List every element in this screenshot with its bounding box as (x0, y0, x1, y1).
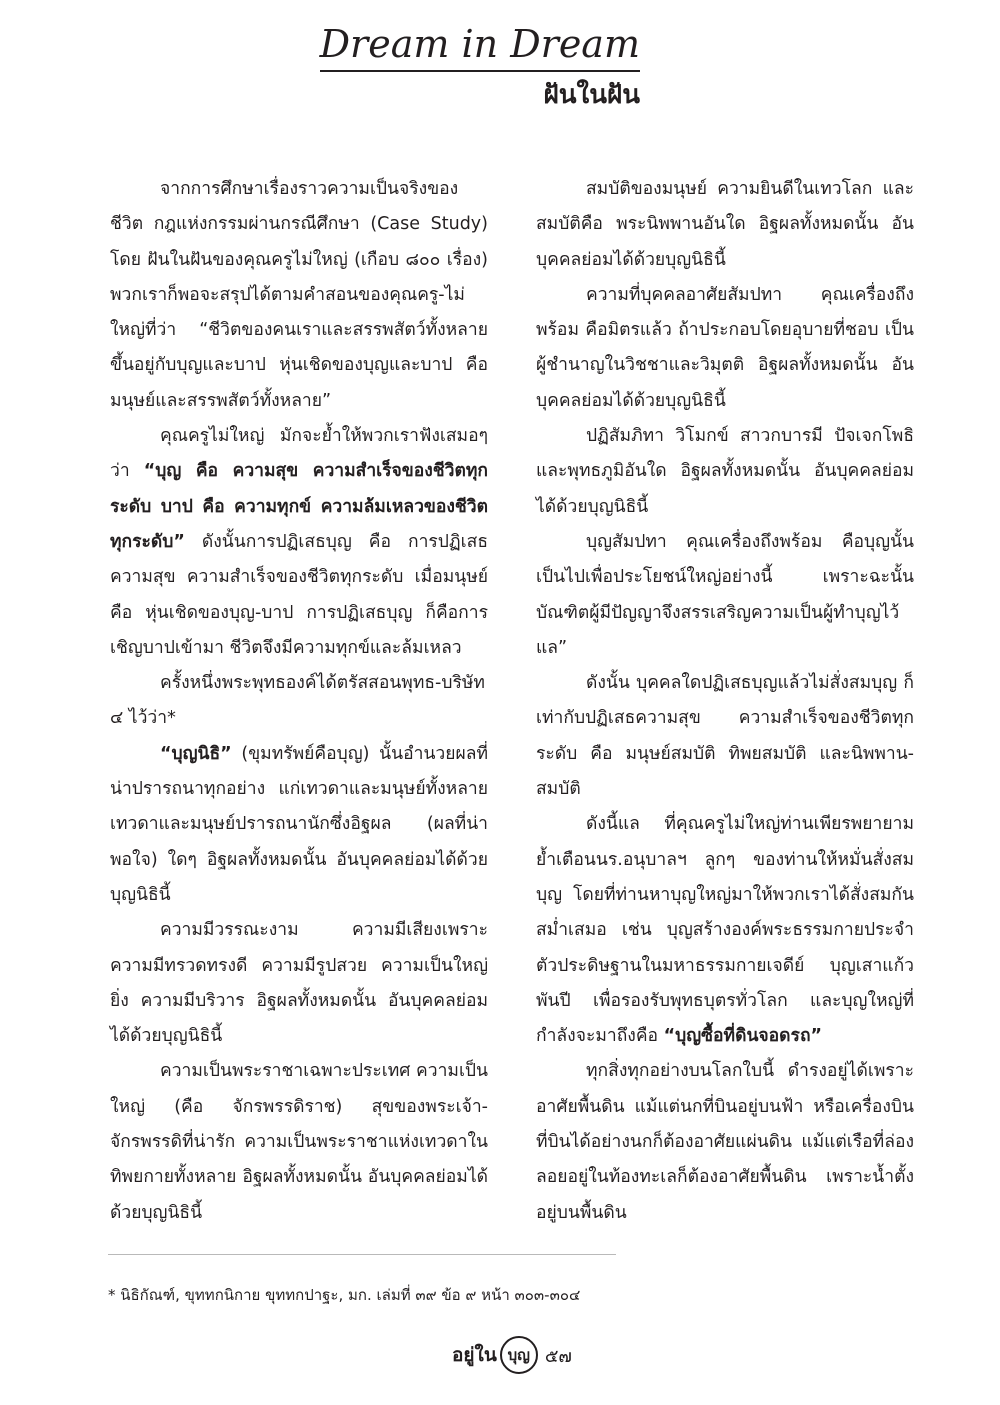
title-english: Dream in Dream (320, 22, 640, 72)
right-paragraph-7: ทุกสิ่งทุกอย่างบนโลกใบนี้ ดำรงอยู่ได้เพราะอาศัยพื้นดิน แม้แต่นกที่บินอยู่บนฟ้า หรือเครื่องบินที่บินได้อย่างนกก็ต้องอาศัยแผ่นดิน แม้แต่เรือที่ล่องลอยอยู่ในท้องทะเลก็ต้องอาศัยพื้นดิน เพราะน้ำตั้งอยู่บนพื้นดิน (536, 1061, 914, 1223)
left-paragraph-5: ความมีวรรณะงาม ความมีเสียงเพราะ ความมีทรวดทรงดี ความมีรูปสวย ความเป็นใหญ่ยิ่ง ความมีบริวาร อิฐผลทั้งหมดนั้น อันบุคคลย่อมได้ด้วยบุญนิธินี้ (110, 920, 488, 1047)
left-paragraph-1: จากการศึกษาเรื่องราวความเป็นจริงของชีวิต กฎแห่งกรรมผ่านกรณีศึกษา (Case Study) โดย ฝันในฝันของคุณครูไม่ใหญ่ (เกือบ ๘๐๐ เรื่อง) พวกเราก็พอจะสรุปได้ตามคำสอนของคุณครู-ไม่ใหญ่ที่ว่า “ชีวิตของคนเราและสรรพสัตว์ทั้งหลาย ขึ้นอยู่กับบุญและบาป หุ่นเชิดของบุญและบาป คือ มนุษย์และสรรพสัตว์ทั้งหลาย” (110, 179, 488, 411)
left-paragraph-4-text: (ขุมทรัพย์คือบุญ) นั้นอำนวยผลที่น่าปรารถนาทุกอย่าง แก่เทวดาและมนุษย์ทั้งหลาย เทวดาและมนุษย์ปรารถนานักซึ่งอิฐผล (ผลที่น่าพอใจ) ใดๆ อิฐผลทั้งหมดนั้น อันบุคคลย่อมได้ด้วยบุญนิธินี้ (110, 743, 488, 905)
left-column (110, 172, 488, 1231)
footnote: * นิธิกัณฑ์, ขุททกนิกาย ขุททกปาฐะ, มก. เล่มที่ ๓๙ ข้อ ๙ หน้า ๓๐๓-๓๐๔ (108, 1286, 581, 1304)
page-footer (452, 1335, 572, 1375)
right-paragraph-5: ดังนั้น บุคคลใดปฏิเสธบุญแล้วไม่สั่งสมบุญ ก็เท่ากับปฏิเสธความสุข ความสำเร็จของชีวิตทุกระดับ คือ มนุษย์สมบัติ ทิพยสมบัติ และนิพพาน-สมบัติ (536, 673, 914, 800)
right-paragraph-2: ความที่บุคคลอาศัยสัมปทา คุณเครื่องถึงพร้อม คือมิตรแล้ว ถ้าประกอบโดยอุบายที่ชอบ เป็นผู้ชำนาญในวิชชาและวิมุตติ อิฐผลทั้งหมดนั้น อันบุคคลย่อมได้ด้วยบุญนิธินี้ (536, 284, 914, 411)
right-paragraph-4: บุญสัมปทา คุณเครื่องถึงพร้อม คือบุญนั้น เป็นไปเพื่อประโยชน์ใหญ่อย่างนี้ เพราะฉะนั้น บัณฑิตผู้มีปัญญาจึงสรรเสริญความเป็นผู้ทำบุญไว้แล” (536, 531, 914, 658)
left-paragraph-3: ครั้งหนึ่งพระพุทธองค์ได้ตรัสสอนพุทธ-บริษัท ๔ ไว้ว่า* (110, 673, 485, 729)
page-number: ๕๗ (544, 1345, 572, 1367)
right-paragraph-1: สมบัติของมนุษย์ ความยินดีในเทวโลก และสมบัติคือ พระนิพพานอันใด อิฐผลทั้งหมดนั้น อันบุคคลย่อมได้ด้วยบุญนิธินี้ (536, 179, 914, 270)
left-paragraph-4 (110, 737, 488, 913)
left-paragraph-2 (110, 419, 488, 666)
left-paragraph-2-quote: “บุญ คือ ความสุข ความสำเร็จของชีวิตทุกระดับ บาป คือ ความทุกข์ ความล้มเหลวของชีวิตทุกระดับ” (110, 461, 489, 552)
logo-text: อยู่ใน (452, 1344, 497, 1366)
page-header (320, 22, 640, 112)
left-paragraph-6: ความเป็นพระราชาเฉพาะประเทศ ความเป็นใหญ่ (คือ จักรพรรดิราช) สุขของพระเจ้า-จักรพรรดิที่น่ารัก ความเป็นพระราชาแห่งเทวดาในทิพยกายทั้งหลาย อิฐผลทั้งหมดนั้น อันบุคคลย่อมได้ด้วยบุญนิธินี้ (110, 1061, 488, 1223)
right-paragraph-3: ปฏิสัมภิทา วิโมกข์ สาวกบารมี ปัจเจกโพธิ และพุทธภูมิอันใด อิฐผลทั้งหมดนั้น อันบุคคลย่อมได้ด้วยบุญนิธินี้ (536, 426, 914, 517)
left-paragraph-2-text-b: ดังนั้นการปฏิเสธบุญ คือ การปฏิเสธความสุข ความสำเร็จของชีวิตทุกระดับ เมื่อมนุษย์ คือ หุ่นเชิดของบุญ-บาป การปฏิเสธบุญ ก็คือการเชิญบาปเข้ามา ชีวิตจึงมีความทุกข์และล้มเหลว (110, 531, 488, 658)
title-thai: ฝันในฝัน (543, 80, 640, 110)
left-paragraph-4-term: “บุญนิธิ” (160, 743, 232, 764)
right-column (536, 172, 914, 1231)
logo-circle-badge: บุญ (500, 1336, 538, 1374)
footnote-divider (108, 1254, 616, 1255)
left-paragraph-2-text-a: คุณครูไม่ใหญ่ มักจะย้ำให้พวกเราฟังเสมอๆ ว่า (110, 426, 488, 482)
right-paragraph-6 (536, 807, 914, 1054)
right-paragraph-6-quote: “บุญซื้อที่ดินจอดรถ” (663, 1026, 823, 1047)
right-paragraph-6-text: ดังนี้แล ที่คุณครูไม่ใหญ่ท่านเพียรพยายามย้ำเตือนนร.อนุบาลฯ ลูกๆ ของท่านให้หมั่นสั่งสมบุญ โดยที่ท่านหาบุญใหญ่มาให้พวกเราได้สั่งสมกันสม่ำเสมอ เช่น บุญสร้างองค์พระธรรมกายประจำตัวประดิษฐานในมหาธรรมกายเจดีย์ บุญเสาแก้วพันปี เพื่อรองรับพุทธบุตรทั่วโลก และบุญใหญ่ที่กำลังจะมาถึงคือ (536, 814, 914, 1047)
